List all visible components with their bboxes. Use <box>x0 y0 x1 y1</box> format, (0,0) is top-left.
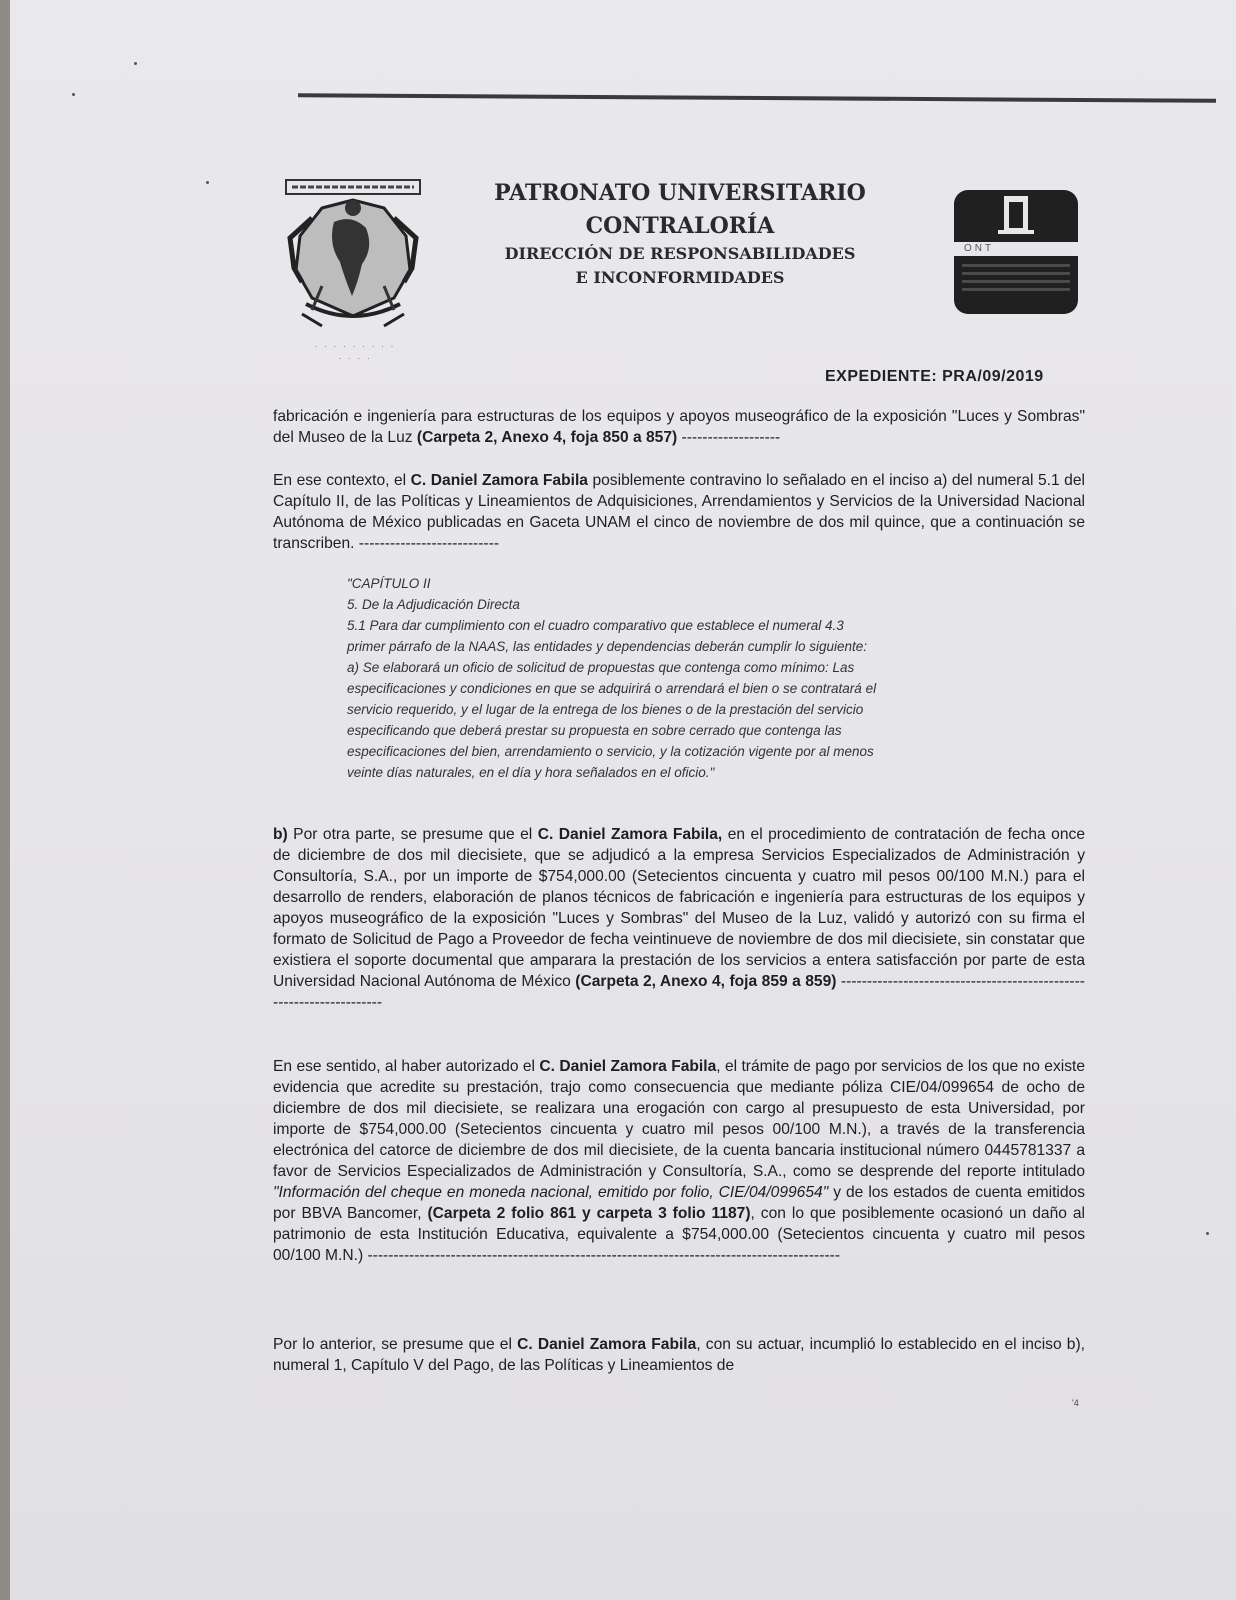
p1-text: fabricación e ingeniería para estructuras de los equipos y apoyos museográfico de la exposición "Luces y Sombras" del Museo de la Luz <box>273 408 1085 446</box>
top-rule <box>298 93 1216 103</box>
p3-name: C. Daniel Zamora Fabila, <box>537 826 723 843</box>
document-page <box>10 0 1236 1600</box>
p2-text-b: posiblemente contravino lo señalado en el inciso a) del numeral 5.1 del Capítulo II, de las Políticas y Lineamientos de Adquisiciones, Arrendamientos y Servicios de la Universidad Nacional Autónoma de México publicadas en Gaceta UNAM el cinco de noviembre de dos mil quince, que a continuación se transcriben. --------------------------- <box>273 472 1085 552</box>
p5-text-b: , con su actuar, incumplió lo establecido en el inciso b), numeral 1, Capítulo V del Pago, de las Políticas y Lineamientos de <box>273 1336 1085 1374</box>
p1-dashes: ------------------- <box>677 429 781 446</box>
p4-citation: (Carpeta 2 folio 861 y carpeta 3 folio 1187) <box>427 1205 751 1222</box>
p4-text-d: , con lo que posiblemente ocasionó un daño al patrimonio de esta Institución Educativa, equivalente a $754,000.00 (Setecientos cincuenta y cuatro mil pesos 00/100 M.N.) ------------------------------------------------------------------------------------------- <box>273 1205 1085 1264</box>
quote-line-3: 5.1 Para dar cumplimiento con el cuadro comparativo que establece el numeral 4.3 <box>347 618 844 633</box>
quote-line-9: especificaciones del bien, arrendamiento o servicio, y la cotización vigente por al menos <box>347 744 874 759</box>
speck <box>1206 1232 1209 1235</box>
header-line-1: PATRONATO UNIVERSITARIO <box>494 180 866 206</box>
paragraph-5 <box>273 1334 1085 1376</box>
speck <box>206 181 209 184</box>
quoted-regulation <box>347 573 1024 783</box>
p3-text-a: Por otra parte, se presume que el <box>287 826 538 843</box>
p4-report-title: "Información del cheque en moneda nacional, emitido por folio, CIE/04/099654" <box>273 1184 829 1201</box>
p5-text-a: Por lo anterior, se presume que el <box>273 1336 518 1353</box>
seal-emblem-icon <box>954 190 1078 242</box>
page-mark: '4 <box>1072 1398 1079 1408</box>
paragraph-1 <box>273 406 1085 448</box>
paragraph-3 <box>273 824 1085 1013</box>
p2-name: C. Daniel Zamora Fabila <box>410 472 588 489</box>
seal-lines <box>962 264 1070 296</box>
p4-text-b: , el trámite de pago por servicios de los que no existe evidencia que acredite su prestación, trajo como consecuencia que mediante póliza CIE/04/099654 de ocho de diciembre de dos mil diecisiete, se realizara una erogación con cargo al presupuesto de esta Universidad, por importe de $754,000.00 (Setecientos cincuenta y cuatro mil pesos 00/100 M.N.), a través de la transferencia electrónica del catorce de diciembre de dos mil diecisiete, de la cuenta bancaria institucional número 0445781337 a favor de Servicios Especializados de Administración y Consultoría, S.A., como se desprende del reporte intitulado <box>273 1058 1086 1180</box>
paragraph-2 <box>273 470 1085 554</box>
p4-text-a: En ese sentido, al haber autorizado el <box>273 1058 540 1075</box>
quote-line-4: primer párrafo de la NAAS, las entidades y dependencias deberán cumplir lo siguiente: <box>347 639 868 654</box>
paragraph-4 <box>273 1056 1085 1266</box>
contraloria-seal-logo <box>954 190 1078 314</box>
speck <box>72 93 75 96</box>
quote-line-1: "CAPÍTULO II <box>347 576 431 591</box>
header-line-3: DIRECCIÓN DE RESPONSABILIDADES <box>504 244 856 263</box>
quote-line-8: especificando que deberá prestar su propuesta en sobre cerrado que contenga las <box>347 723 842 738</box>
seal-text: ONT <box>964 243 995 254</box>
p3-text-b: en el procedimiento de contratación de fecha once de diciembre de dos mil diecisiete, que se adjudicó a la empresa Servicios Especializados de Administración y Consultoría, S.A., por un importe de $754,000.00 (Setecientos cincuenta y cuatro mil pesos 00/100 M.N.) para el desarrollo de renders, elaboración de planos técnicos de fabricación e ingeniería para estructuras de los equipos y apoyos museográfico de la exposición "Luces y Sombras" del Museo de la Luz, validó y autorizó con su firma el formato de Solicitud de Pago a Proveedor de fecha veintinueve de noviembre de dos mil diecisiete, sin constatar que existiera el soporte documental que amparara la prestación de los servicios a entera satisfacción por parte de esta Universidad Nacional Autónoma de México <box>273 826 1085 990</box>
quote-line-5: a) Se elaborará un oficio de solicitud de propuestas que contenga como mínimo: Las <box>347 660 855 675</box>
quote-line-2: 5. De la Adjudicación Directa <box>347 597 520 612</box>
p3-dashes: -------------------------------------------------------------------- <box>273 973 1085 1011</box>
p4-name: C. Daniel Zamora Fabila <box>539 1058 717 1075</box>
quote-line-7: servicio requerido, y el lugar de la entrega de los bienes o de la prestación del servicio <box>347 702 864 717</box>
p5-name: C. Daniel Zamora Fabila <box>517 1336 697 1353</box>
unam-crest-logo <box>282 178 424 333</box>
header-line-4: E INCONFORMIDADES <box>575 268 785 287</box>
header-line-2: CONTRALORÍA <box>585 213 775 239</box>
speck <box>134 62 137 65</box>
p2-text-a: En ese contexto, el <box>273 472 411 489</box>
quote-line-6: especificaciones y condiciones en que se adquirirá o arrendará el bien o se contratará el <box>347 681 877 696</box>
p3-lead: b) <box>273 826 288 843</box>
p4-text-c: y de los estados de cuenta emitidos por BBVA Bancomer, <box>273 1184 1086 1222</box>
p1-citation: (Carpeta 2, Anexo 4, foja 850 a 857) <box>416 429 678 446</box>
crest-caption: · · · · · · · · · · · · · <box>314 341 396 363</box>
p3-citation: (Carpeta 2, Anexo 4, foja 859 a 859) <box>575 973 837 990</box>
quote-line-10: veinte días naturales, en el día y hora señalados en el oficio." <box>347 765 715 780</box>
expediente-number: EXPEDIENTE: PRA/09/2019 <box>825 368 1044 385</box>
